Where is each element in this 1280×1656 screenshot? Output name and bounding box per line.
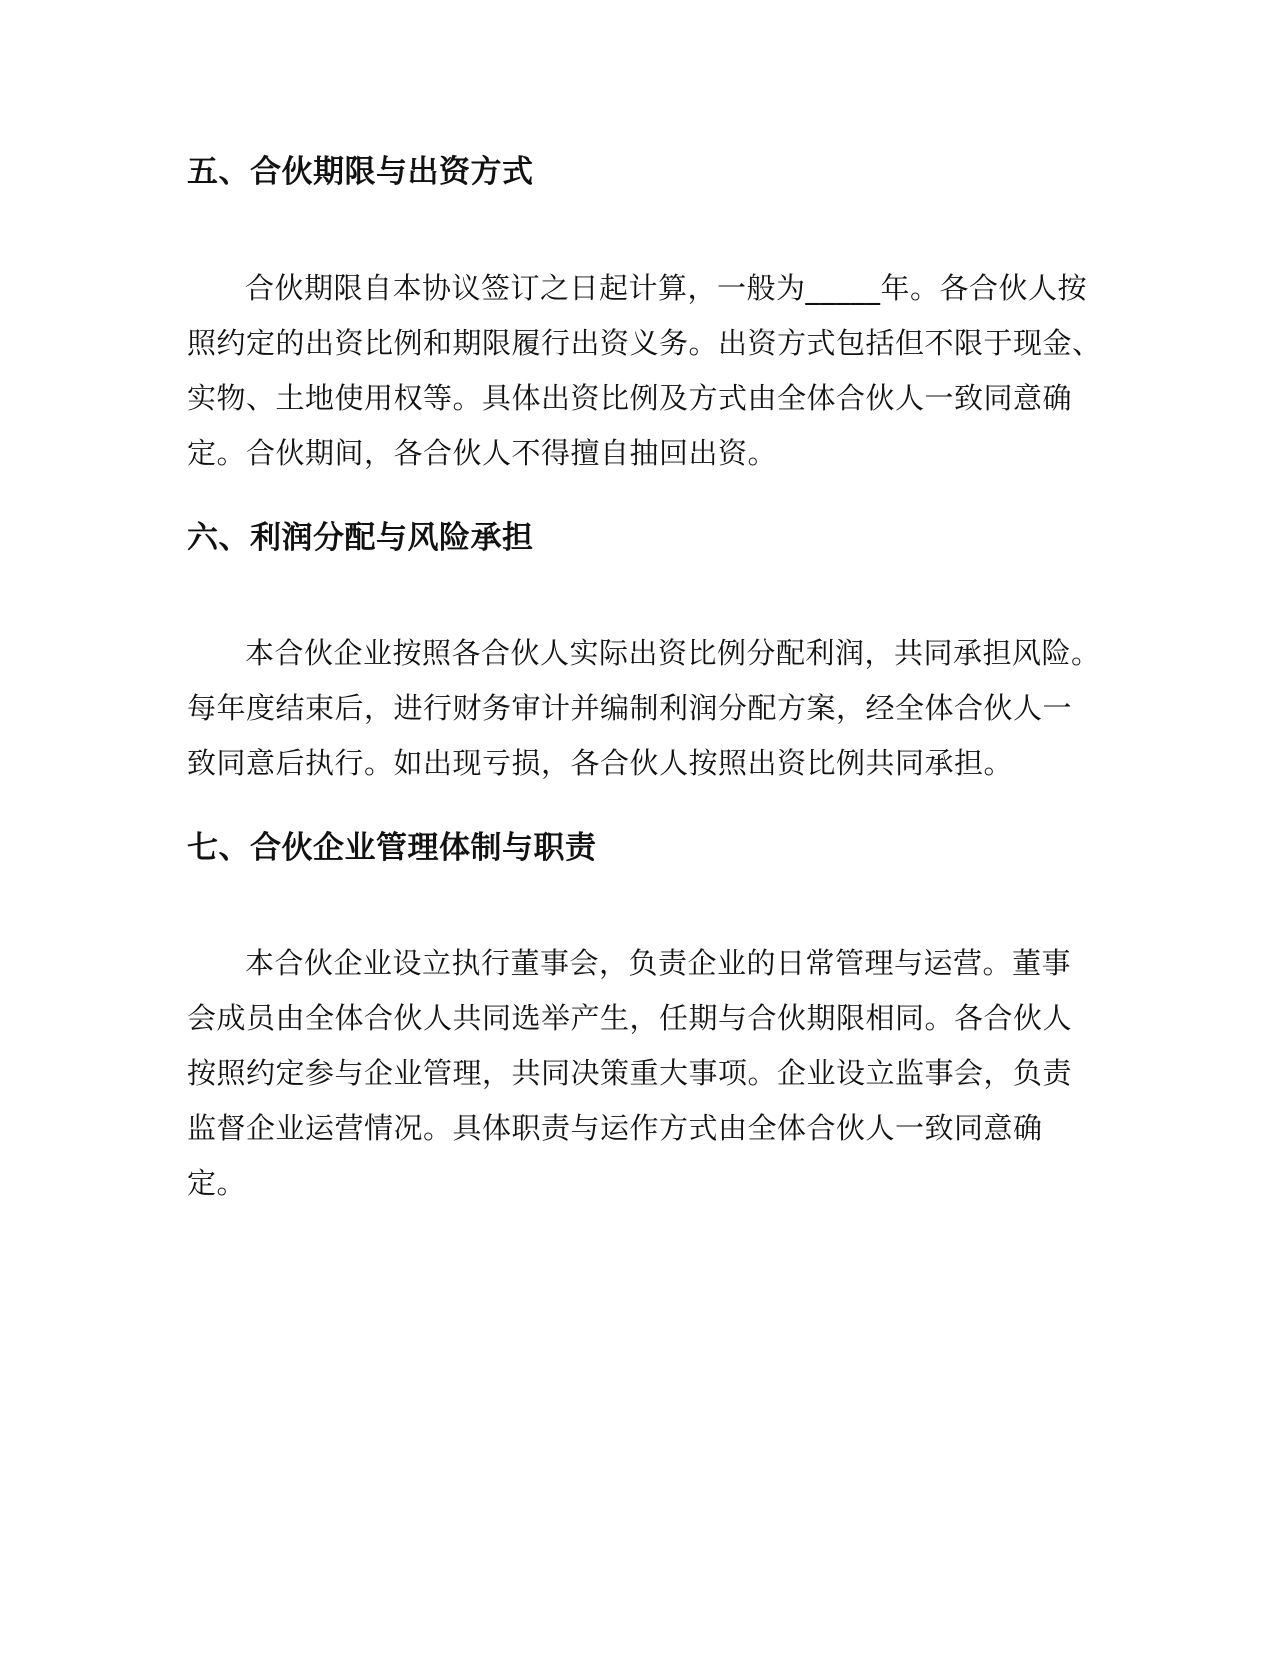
paragraph-line: 本合伙企业按照各合伙人实际出资比例分配利润，共同承担风险。: [245, 636, 1101, 670]
paragraph-line: 致同意后执行。如出现亏损，各合伙人按照出资比例共同承担。: [187, 746, 1014, 780]
paragraph-line: 本合伙企业设立执行董事会，负责企业的日常管理与运营。董事: [245, 946, 1072, 980]
paragraph-line: 每年度结束后，进行财务审计并编制利润分配方案，经全体合伙人一: [187, 691, 1073, 725]
paragraph-line: 合伙期限自本协议签订之日起计算，一般为_____年。各合伙人按: [245, 271, 1088, 305]
section-heading-7: 七、合伙企业管理体制与职责: [187, 830, 597, 866]
paragraph-line: 照约定的出资比例和期限履行出资义务。出资方式包括但不限于现金、: [187, 326, 1102, 360]
section-heading-5: 五、合伙期限与出资方式: [187, 154, 534, 190]
paragraph-line: 会成员由全体合伙人共同选举产生，任期与合伙期限相同。各合伙人: [187, 1001, 1073, 1035]
section-heading-6: 六、利润分配与风险承担: [187, 520, 534, 556]
paragraph-line: 定。: [187, 1166, 247, 1200]
paragraph-line: 监督企业运营情况。具体职责与运作方式由全体合伙人一致同意确: [187, 1111, 1043, 1145]
paragraph-line: 定。合伙期间，各合伙人不得擅自抽回出资。: [187, 436, 778, 470]
paragraph-line: 按照约定参与企业管理，共同决策重大事项。企业设立监事会，负责: [187, 1056, 1073, 1090]
paragraph-line: 实物、土地使用权等。具体出资比例及方式由全体合伙人一致同意确: [187, 381, 1073, 415]
